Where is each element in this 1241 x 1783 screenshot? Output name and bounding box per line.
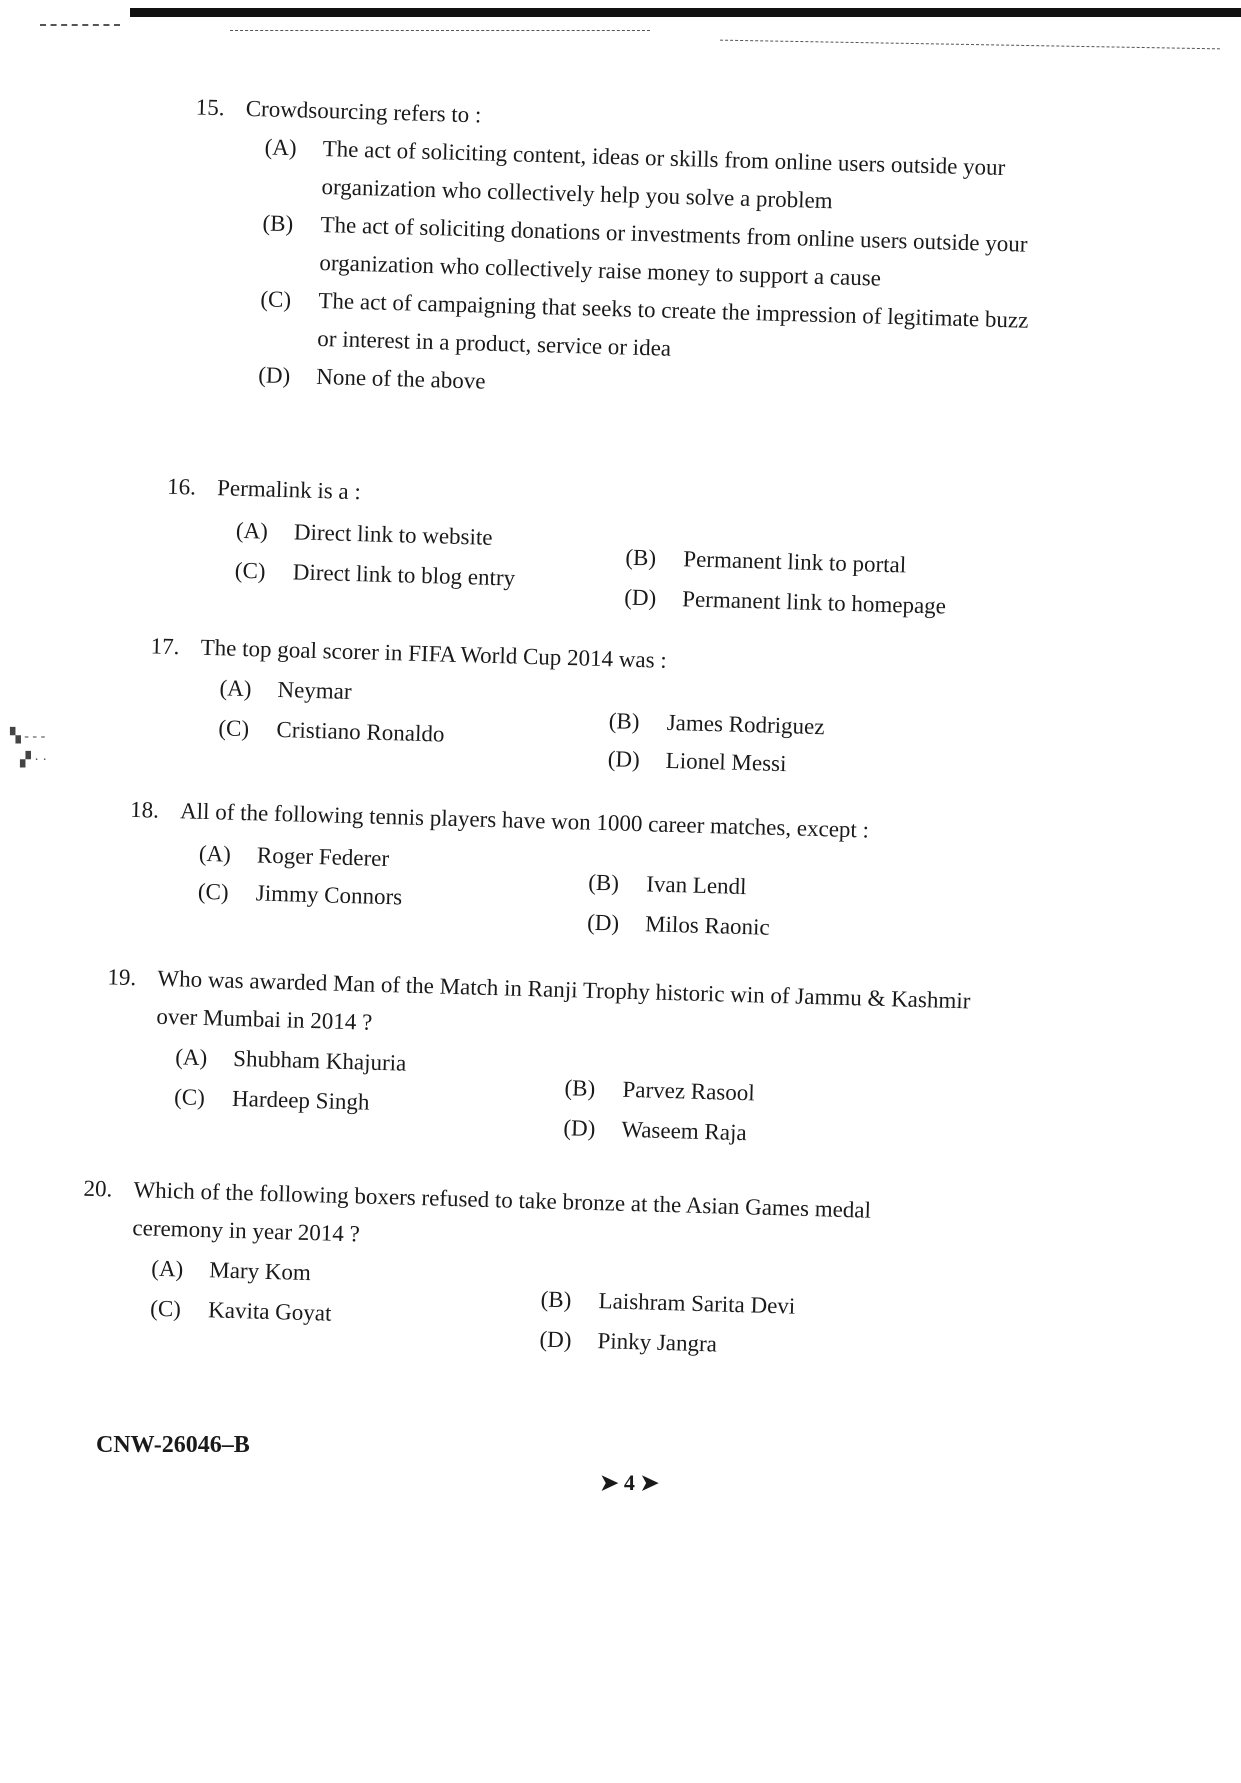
option-letter: (B) [262,210,294,237]
option-c [150,1290,531,1339]
page-number: ➤ 4 ➤ [600,1470,659,1495]
option-text: Permanent link to homepage [681,586,947,619]
option-d [539,1321,920,1370]
option-letter: (D) [607,746,641,773]
option-letter: (D) [623,584,657,611]
option-letter: (C) [197,878,229,905]
option-letter: (C) [234,557,266,584]
option-letter: (A) [264,134,297,161]
option-text: Kavita Goyat [207,1297,332,1326]
question-number: 18. [129,796,160,823]
option-text: Ivan Lendl [645,871,747,900]
option-text: Hardeep Singh [231,1085,370,1115]
question-text: Who was awarded Man of the Match in Ranji Trophy historic win of Jammu & Kashmir over Mumbai in 2014 ? [156,965,971,1035]
option-letter: (B) [564,1075,596,1101]
option-text: Lionel Messi [665,747,787,777]
question-text: All of the following tennis players have won 1000 career matches, except : [179,798,870,843]
option-text: Neymar [277,676,352,705]
option-text: The act of soliciting content, ideas or skills from online users outside your organization who collectively help you solve a problem [321,136,1006,214]
question-number: 17. [150,633,180,660]
option-d [624,579,1005,628]
question-16 [164,468,1027,628]
option-letter: (B) [625,544,657,571]
option-letter: (A) [198,840,232,867]
option-text: Pinky Jangra [597,1328,718,1357]
option-letter: (B) [587,869,620,896]
option-letter: (B) [540,1286,572,1313]
question-text: Which of the following boxers refused to take bronze at the Asian Games medal ceremony in year 2014 ? [132,1177,872,1247]
option-c [174,1078,555,1127]
option-letter: (D) [563,1115,596,1141]
option-text: Jimmy Connors [255,880,403,910]
option-c [218,709,599,758]
scan-margin-mark: ▚ - - - [10,729,46,744]
question-text: Permalink is a : [216,475,362,505]
option-letter: (C) [260,286,292,313]
option-text: The act of campaigning that seeks to create the impression of legitimate buzz or interest in a product, service or idea [317,287,1029,361]
option-letter: (D) [539,1326,572,1353]
question-text: Crowdsourcing refers to : [245,95,482,128]
question-text: The top goal scorer in FIFA World Cup 2014 was : [200,634,668,673]
question-number: 19. [107,964,137,991]
question-number: 20. [83,1175,113,1202]
option-text: Cristiano Ronaldo [276,716,445,747]
option-text: Shubham Khajuria [232,1045,407,1076]
option-text: Direct link to blog entry [292,559,516,591]
option-letter: (C) [149,1295,182,1322]
question-number: 15. [195,94,225,121]
option-text: Milos Raonic [644,911,771,940]
option-text: Permanent link to portal [683,546,907,578]
option-letter: (D) [258,362,291,389]
option-grid [234,508,1026,628]
option-list [258,128,1035,415]
scan-margin-mark: ▞ · · [20,753,48,768]
option-text: The act of soliciting donations or investments from online users outside your organization who collectively raise money to support a cause [319,211,1028,291]
option-text: Laishram Sarita Devi [598,1288,796,1319]
option-text: None of the above [315,363,486,394]
question-15 [188,88,1036,415]
option-text: Parvez Rasool [622,1076,756,1106]
option-d [563,1109,944,1158]
option-text: Direct link to website [293,519,493,550]
option-letter: (C) [173,1084,206,1111]
option-letter: (B) [608,708,640,735]
option-text: Mary Kom [209,1257,312,1286]
option-text: James Rodriguez [666,709,825,740]
question-18 [127,791,1010,952]
option-grid [217,667,1009,787]
option-c [234,552,615,601]
option-text: Roger Federer [256,842,390,872]
booklet-code: CNW-26046–B [96,1432,250,1458]
option-letter: (A) [151,1255,184,1282]
option-letter: (C) [218,715,250,742]
option-letter: (A) [219,675,252,702]
question-17 [147,627,1010,787]
question-19 [103,958,988,1157]
option-letter: (A) [174,1044,208,1071]
question-20 [79,1170,964,1369]
option-text: Waseem Raja [621,1116,747,1146]
option-letter: (D) [586,909,620,936]
question-number: 16. [166,473,197,500]
option-d [587,904,968,953]
option-letter: (A) [235,517,269,544]
